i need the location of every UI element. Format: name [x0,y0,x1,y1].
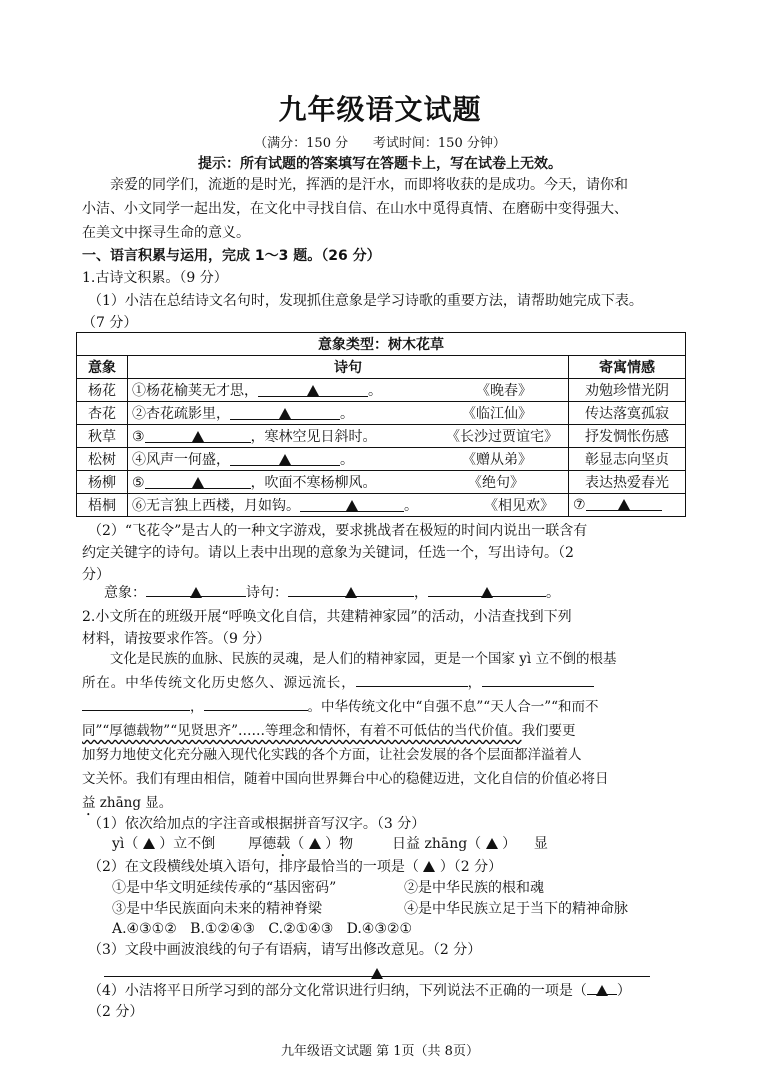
answer-line[interactable] [104,966,650,977]
poem-source: 《相见欢》 [484,498,554,514]
q2-opt-1: ①是中华文明延续传承的“基因密码” [112,880,337,896]
question-text: ）（2 分） [439,859,503,875]
table-row [77,425,686,448]
triangle-icon [345,587,357,598]
q2-sub4-score: （2 分） [88,1004,144,1020]
dotted-char: 益 [82,795,96,811]
answer-blank[interactable] [586,497,662,511]
row-emotion: 劝勉珍惜光阴 [569,379,686,402]
q2-title-line-1: 2.小文所在的班级开展“呼唤文化自信，共建精神家园”的活动，小洁查找到下列 [82,609,572,625]
triangle-icon [192,477,204,488]
poem-text: ①杨花榆荚无才思， [132,383,258,399]
intro-line-3: 在美文中探寻生命的意义。 [82,225,250,241]
header-emotion: 寄寓情感 [569,356,686,379]
triangle-icon [190,587,202,598]
table-row [77,448,686,471]
row-poem [128,402,569,425]
item-text: ）立不倒 [159,836,216,852]
table-row [77,379,686,402]
poem-text: ，寒林空见日斜时。 [250,429,377,445]
passage-line-4 [82,721,682,742]
imagery-table [76,332,686,517]
triangle-icon[interactable] [309,838,321,849]
row-emotion: 抒发惆怅伤感 [569,425,686,448]
table-row [77,471,686,494]
poem-text: 。 [368,383,382,399]
exam-meta: （满分：150 分 考试时间：150 分钟） [254,136,506,151]
q2-opt-4: ④是中华民族立足于当下的精神命脉 [404,901,628,917]
header-poem: 诗句 [128,356,569,379]
triangle-icon [279,454,291,465]
triangle-icon[interactable] [486,838,498,849]
answer-blank[interactable] [428,583,546,597]
passage-text: 我们要更 [521,723,576,739]
item-text: （ [290,836,305,852]
answer-blank[interactable] [146,583,246,597]
exam-notice: 提示：所有试题的答案填写在答题卡上，写在试卷上无效。 [198,156,562,172]
triangle-icon [371,968,383,979]
passage-text: ， [190,699,204,715]
triangle-icon [192,431,204,442]
answer-blank[interactable] [230,452,340,466]
row-emotion: 表达热爱春光 [569,471,686,494]
poem-text: ⑥无言独上西楼，月如钩。 [132,498,300,514]
header-image: 意象 [77,356,128,379]
passage-text: zhāng 显。 [95,795,173,811]
intro-line-1: 亲爱的同学们，流逝的是时光，挥洒的是汗水，而即将收获的是成功。今天，请你和 [110,177,628,193]
triangle-icon [279,408,291,419]
answer-blank[interactable] [82,697,190,711]
passage-line-5: 加努力地使文化充分融入现代化实践的各个方面，让社会发展的各个层面都洋溢着人 [82,747,582,763]
fill-sep: ， [414,585,428,601]
triangle-icon[interactable] [143,838,155,849]
row-poem [128,425,569,448]
row-image: 梧桐 [77,494,128,517]
question-text: （4）小洁将平日所学习到的部分文化常识进行归纳，下列说法不正确的一项是（ [88,983,587,999]
passage-line-2 [82,673,682,694]
q1-title: 1.古诗文积累。（9 分） [82,270,228,286]
answer-blank[interactable] [258,383,368,397]
answer-blank[interactable] [300,498,404,512]
passage-line-1: 文化是民族的血脉、民族的灵魂，是人们的精神家园，更是一个国家 yì 立不倒的根基 [110,651,617,667]
q2-choices[interactable]: A.④③①② B.①②④③ C.②①④③ D.④③②① [112,921,413,937]
question-text: （2）在文段横线处填入语句，排序最恰当的一项是（ [88,859,419,875]
answer-blank[interactable] [145,429,251,443]
q1-sub1-line-1: （1）小洁在总结诗文名句时，发现抓住意象是学习诗歌的重要方法，请帮助她完成下表。 [88,293,643,309]
q1-sub2-line-2: 约定关键字的诗句。请以上表中出现的意象为关键词，任选一个，写出诗句。（2 [82,545,574,561]
item-text: ）物 [325,836,354,852]
q2-sub4 [88,981,688,1002]
poem-source: 《绝句》 [468,475,524,491]
poem-source: 《晚春》 [476,383,532,399]
q1-sub2-line-3: 分） [82,567,110,583]
answer-blank[interactable] [482,673,594,687]
section-heading: 一、语言积累与运用，完成 1～3 题。（26 分） [82,248,381,264]
poem-source: 《临江仙》 [462,406,532,422]
answer-blank[interactable] [204,697,308,711]
poem-text: 。 [404,498,418,514]
answer-blank[interactable] [145,475,251,489]
page-footer: 九年级语文试题 第 1页（共 8页） [281,1044,479,1059]
q1-sub2-fill [104,583,704,604]
triangle-icon [596,985,608,996]
table-row [77,402,686,425]
fill-end: 。 [546,585,560,601]
item-text: 日益 zhāng（ [392,836,482,852]
passage-line-3 [82,697,682,718]
poem-source: 《赠从弟》 [462,452,532,468]
row-poem [128,471,569,494]
row-image: 杨柳 [77,471,128,494]
table-caption: 意象类型：树木花草 [77,333,686,356]
poem-text: 。 [340,452,354,468]
row-image: 杏花 [77,402,128,425]
row-poem [128,494,569,517]
row-emotion: 彰显志向坚贞 [569,448,686,471]
fill-label-poem: 诗句： [246,585,288,601]
poem-source: 《长沙过贾谊宅》 [446,429,558,445]
triangle-icon [618,499,630,510]
intro-line-2: 小洁、小文同学一起出发，在文化中寻找自信、在山水中觅得真情、在磨砺中变得强大、 [82,201,628,217]
q2-title-line-2: 材料，请按要求作答。（9 分） [82,631,271,647]
q2-sub3: （3）文段中画波浪线的句子有语病，请写出修改意见。（2 分） [88,942,482,958]
poem-text: 。 [340,406,354,422]
wavy-sentence: 同”“厚德载物”“见贤思齐”……等理念和情怀，有着不可低估的当代价值。 [82,723,522,739]
passage-text: 。中华传统文化中“自强不息”“天人合一”“和而不 [307,699,599,715]
triangle-icon [346,500,358,511]
answer-blank[interactable] [356,673,468,687]
q1-sub2-line-1: （2）“飞花令”是古人的一种文字游戏，要求挑战者在极短的时间内说出一联含有 [88,523,588,539]
passage-line-6: 文关怀。我们有理由相信，随着中国向世界舞台中心的稳健迈进，文化自信的价值必将日 [82,771,609,787]
passage-text: 所在。中华传统文化历史悠久、源远流长， [82,675,356,691]
question-text: ） [616,983,631,999]
q2-sub1: （1）依次给加点的字注音或根据拼音写汉字。（3 分） [88,816,426,832]
page-title: 九年级语文试题 [278,93,482,126]
triangle-icon[interactable] [423,861,435,872]
row-image: 松树 [77,448,128,471]
fill-label-image: 意象： [104,585,146,601]
poem-text: ⑤ [132,475,145,491]
dotted-char: 载 [276,836,291,852]
row-emotion: 传达落寞孤寂 [569,402,686,425]
poem-text: ④风声一何盛， [132,452,230,468]
table-row [77,494,686,517]
poem-text: ，吹面不寒杨柳风。 [250,475,377,491]
row-emotion [569,494,686,517]
item-text: yì（ [112,836,139,852]
poem-text: ②杏花疏影里， [132,406,230,422]
row-image: 杨花 [77,379,128,402]
triangle-icon [307,385,319,396]
emotion-text: ⑦ [573,497,586,513]
triangle-icon [481,587,493,598]
poem-text: ③ [132,429,145,445]
answer-blank[interactable] [288,583,414,597]
row-image: 秋草 [77,425,128,448]
q2-opt-2: ②是中华民族的根和魂 [404,880,544,896]
row-poem [128,448,569,471]
passage-text: ， [467,675,483,691]
answer-blank[interactable] [587,981,617,995]
item-text: ） 显 [502,836,548,852]
row-poem [128,379,569,402]
q1-sub1-line-2: （7 分） [82,315,138,331]
q2-sub2 [88,857,688,878]
answer-blank[interactable] [230,406,340,420]
item-text: 厚德 [248,836,277,852]
q2-opt-3: ③是中华民族面向未来的精神脊梁 [112,901,322,917]
